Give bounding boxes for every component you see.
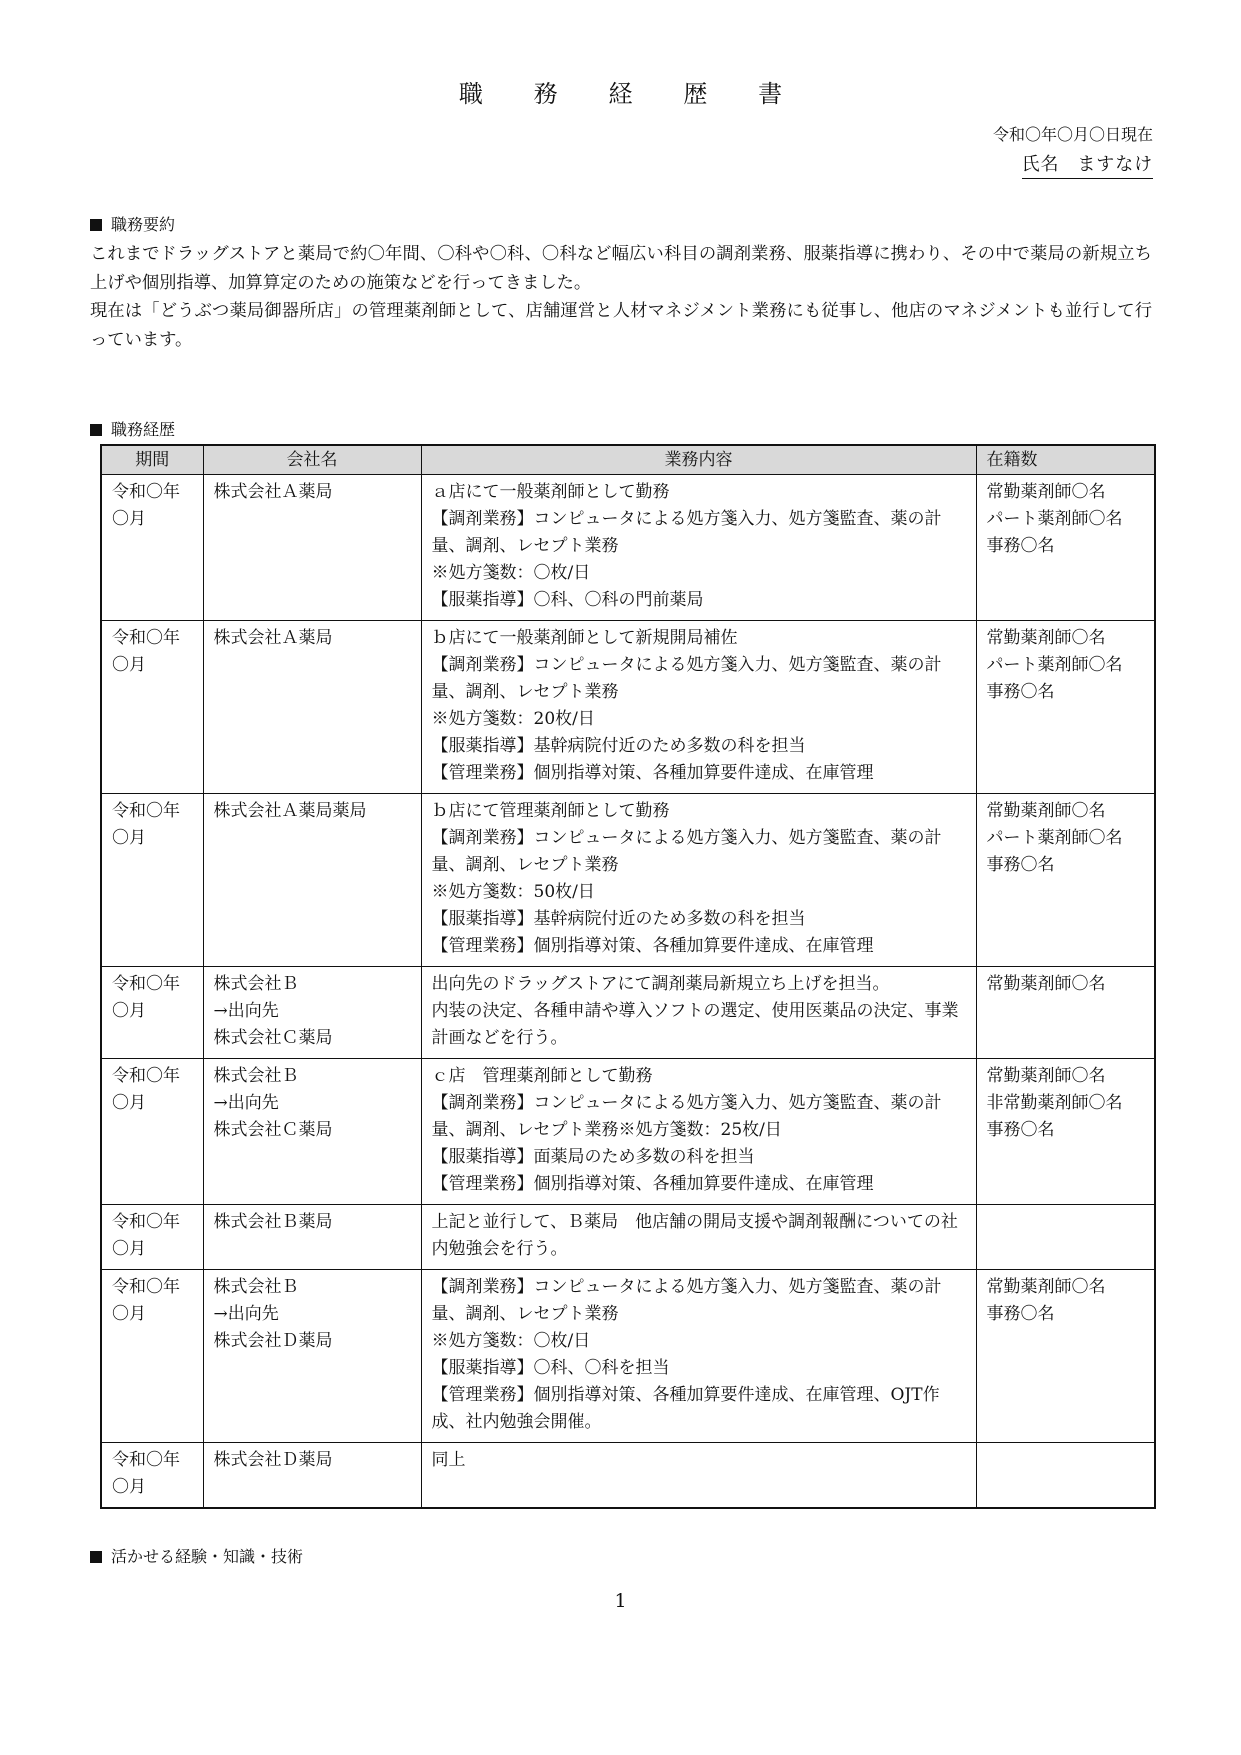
- cell-company-line: 株式会社Ａ薬局薬局: [213, 801, 367, 821]
- cell-duties-line: 【服薬指導】〇科、〇科を担当: [431, 1358, 670, 1378]
- cell-staff: [976, 1270, 1155, 1443]
- cell-duties: [421, 1270, 976, 1443]
- cell-period: [101, 1443, 203, 1509]
- cell-period-line: 〇月: [112, 828, 146, 848]
- career-table: [100, 444, 1156, 1509]
- square-bullet-icon: [90, 1551, 102, 1563]
- cell-company-line: 株式会社Ｃ薬局: [213, 1120, 333, 1140]
- cell-company: [203, 475, 421, 621]
- cell-period-line: 令和〇年: [112, 801, 180, 821]
- cell-staff-line: 事務〇名: [986, 536, 1055, 556]
- cell-staff-line: 非常勤薬剤師〇名: [986, 1093, 1123, 1113]
- cell-staff: [976, 794, 1155, 967]
- cell-period: [101, 1205, 203, 1270]
- cell-period-line: 令和〇年: [112, 628, 180, 648]
- career-heading: [90, 417, 175, 440]
- cell-staff: [976, 621, 1155, 794]
- cell-duties: [421, 1205, 976, 1270]
- cell-staff-line: 事務〇名: [986, 1304, 1055, 1324]
- cell-period-line: 〇月: [112, 1239, 146, 1259]
- cell-company-line: 株式会社Ｄ薬局: [213, 1450, 333, 1470]
- table-row: [101, 1270, 1155, 1443]
- cell-company-line: 株式会社Ｂ: [213, 974, 299, 994]
- square-bullet-icon: [90, 219, 102, 231]
- cell-duties-line: 【管理業務】個別指導対策、各種加算要件達成、在庫管理: [431, 936, 874, 956]
- cell-duties-line: 【管理業務】個別指導対策、各種加算要件達成、在庫管理: [431, 763, 874, 783]
- cell-company-line: 株式会社Ｂ: [213, 1066, 299, 1086]
- name-label: 氏名: [1021, 154, 1060, 175]
- cell-company: [203, 1443, 421, 1509]
- summary-heading-text: 職務要約: [111, 215, 176, 234]
- cell-duties-line: 【服薬指導】〇科、〇科の門前薬局: [431, 590, 704, 610]
- cell-staff: [976, 967, 1155, 1059]
- cell-staff-line: 事務〇名: [986, 1120, 1055, 1140]
- cell-period: [101, 475, 203, 621]
- cell-duties: [421, 1059, 976, 1205]
- cell-period: [101, 967, 203, 1059]
- document-title: 職 務 経 歴 書: [458, 80, 804, 108]
- summary-paragraph: これまでドラッグストアと薬局で約〇年間、〇科や〇科、〇科など幅広い科目の調剤業務、服薬指導に携わり、その中で薬局の新規立ち上げや個別指導、加算算定のための施策などを行ってきました。: [90, 244, 1152, 293]
- cell-period: [101, 621, 203, 794]
- cell-duties-line: ａ店にて一般薬剤師として勤務: [431, 482, 670, 502]
- column-header-duties: 業務内容: [421, 445, 976, 475]
- cell-company: [203, 1059, 421, 1205]
- cell-period: [101, 1059, 203, 1205]
- cell-company-line: →出向先: [213, 1093, 279, 1113]
- cell-duties: [421, 794, 976, 967]
- cell-period-line: 令和〇年: [112, 1277, 180, 1297]
- cell-period-line: 〇月: [112, 1001, 146, 1021]
- summary-body: [90, 240, 1152, 354]
- cell-company: [203, 621, 421, 794]
- cell-period-line: 〇月: [112, 655, 146, 675]
- cell-period-line: 〇月: [112, 509, 146, 529]
- cell-company-line: →出向先: [213, 1001, 279, 1021]
- cell-duties-line: 【調剤業務】コンピュータによる処方箋入力、処方箋監査、薬の計量、調剤、レセプト業務: [431, 1277, 942, 1324]
- name-value: ますなけ: [1077, 154, 1153, 175]
- cell-staff: [976, 1205, 1155, 1270]
- cell-staff-line: 常勤薬剤師〇名: [986, 482, 1106, 502]
- cell-company-line: 株式会社Ｃ薬局: [213, 1028, 333, 1048]
- table-row: [101, 475, 1155, 621]
- skills-heading-text: 活かせる経験・知識・技術: [111, 1547, 304, 1566]
- cell-duties-line: ｂ店にて管理薬剤師として勤務: [431, 801, 670, 821]
- cell-period-line: 〇月: [112, 1304, 146, 1324]
- cell-duties-line: 上記と並行して、Ｂ薬局 他店舗の開局支援や調剤報酬についての社内勉強会を行う。: [431, 1212, 958, 1259]
- cell-staff-line: 常勤薬剤師〇名: [986, 1066, 1106, 1086]
- cell-duties-line: ｃ店 管理薬剤師として勤務: [431, 1066, 653, 1086]
- cell-company: [203, 1205, 421, 1270]
- cell-duties: [421, 475, 976, 621]
- cell-duties-line: 【管理業務】個別指導対策、各種加算要件達成、在庫管理: [431, 1174, 874, 1194]
- column-header-company: 会社名: [203, 445, 421, 475]
- cell-duties: [421, 621, 976, 794]
- cell-duties-line: 同上: [431, 1450, 466, 1470]
- column-header-staff: 在籍数: [976, 445, 1155, 475]
- cell-staff-line: 常勤薬剤師〇名: [986, 801, 1106, 821]
- cell-duties-line: 内装の決定、各種申請や導入ソフトの選定、使用医薬品の決定、事業計画などを行う。: [431, 1001, 959, 1048]
- cell-duties-line: 【服薬指導】面薬局のため多数の科を担当: [431, 1147, 755, 1167]
- cell-staff: [976, 1443, 1155, 1509]
- cell-duties-line: 【調剤業務】コンピュータによる処方箋入力、処方箋監査、薬の計量、調剤、レセプト業務※処方箋数：25枚/日: [431, 1093, 942, 1140]
- cell-staff-line: パート薬剤師〇名: [986, 655, 1123, 675]
- cell-duties-line: 【調剤業務】コンピュータによる処方箋入力、処方箋監査、薬の計量、調剤、レセプト業務: [431, 828, 942, 875]
- cell-duties: [421, 967, 976, 1059]
- cell-staff-line: 常勤薬剤師〇名: [986, 628, 1106, 648]
- cell-duties-line: ※処方箋数：50枚/日: [431, 882, 595, 902]
- cell-period-line: 令和〇年: [112, 1212, 180, 1232]
- table-row: [101, 1205, 1155, 1270]
- cell-period-line: 令和〇年: [112, 1066, 180, 1086]
- cell-staff-line: パート薬剤師〇名: [986, 828, 1123, 848]
- summary-heading: [90, 212, 175, 235]
- cell-duties-line: 【服薬指導】基幹病院付近のため多数の科を担当: [431, 736, 806, 756]
- cell-period-line: 令和〇年: [112, 482, 180, 502]
- table-row: [101, 621, 1155, 794]
- cell-company: [203, 967, 421, 1059]
- cell-company-line: →出向先: [213, 1304, 279, 1324]
- table-row: [101, 1443, 1155, 1509]
- cell-staff-line: 常勤薬剤師〇名: [986, 1277, 1106, 1297]
- cell-company-line: 株式会社Ａ薬局: [213, 482, 333, 502]
- career-table-body: [101, 475, 1155, 1509]
- cell-staff: [976, 1059, 1155, 1205]
- summary-paragraph: 現在は「どうぶつ薬局御器所店」の管理薬剤師として、店舗運営と人材マネジメント業務にも従事し、他店のマネジメントも並行して行っています。: [90, 301, 1152, 350]
- name-line: [1022, 150, 1153, 179]
- skills-heading: [90, 1544, 303, 1567]
- cell-duties-line: 出向先のドラッグストアにて調剤薬局新規立ち上げを担当。: [431, 974, 890, 994]
- table-row: [101, 794, 1155, 967]
- cell-period-line: 令和〇年: [112, 1450, 180, 1470]
- cell-staff-line: パート薬剤師〇名: [986, 509, 1123, 529]
- document-date: 令和〇年〇月〇日現在: [992, 125, 1153, 144]
- cell-period: [101, 1270, 203, 1443]
- cell-period: [101, 794, 203, 967]
- cell-period-line: 〇月: [112, 1093, 146, 1113]
- cell-duties-line: ※処方箋数：〇枚/日: [431, 1331, 591, 1351]
- cell-staff: [976, 475, 1155, 621]
- cell-company-line: 株式会社Ｂ薬局: [213, 1212, 333, 1232]
- career-table-header: [101, 445, 1155, 475]
- square-bullet-icon: [90, 424, 102, 436]
- table-row: [101, 1059, 1155, 1205]
- career-heading-text: 職務経歴: [111, 420, 176, 439]
- cell-company: [203, 1270, 421, 1443]
- cell-staff-line: 事務〇名: [986, 682, 1055, 702]
- cell-company-line: 株式会社Ｄ薬局: [213, 1331, 333, 1351]
- cell-staff-line: 常勤薬剤師〇名: [986, 974, 1106, 994]
- cell-period-line: 令和〇年: [112, 974, 180, 994]
- table-row: [101, 967, 1155, 1059]
- cell-duties-line: ※処方箋数：20枚/日: [431, 709, 595, 729]
- cell-duties: [421, 1443, 976, 1509]
- cell-duties-line: 【服薬指導】基幹病院付近のため多数の科を担当: [431, 909, 806, 929]
- cell-company-line: 株式会社Ｂ: [213, 1277, 299, 1297]
- cell-duties-line: ｂ店にて一般薬剤師として新規開局補佐: [431, 628, 738, 648]
- cell-company: [203, 794, 421, 967]
- cell-duties-line: 【管理業務】個別指導対策、各種加算要件達成、在庫管理、OJT作成、社内勉強会開催。: [431, 1385, 940, 1432]
- cell-duties-line: ※処方箋数：〇枚/日: [431, 563, 591, 583]
- cell-duties-line: 【調剤業務】コンピュータによる処方箋入力、処方箋監査、薬の計量、調剤、レセプト業務: [431, 655, 942, 702]
- cell-staff-line: 事務〇名: [986, 855, 1055, 875]
- page-number: 1: [614, 1590, 627, 1612]
- cell-period-line: 〇月: [112, 1477, 146, 1497]
- column-header-period: 期間: [101, 445, 203, 475]
- cell-duties-line: 【調剤業務】コンピュータによる処方箋入力、処方箋監査、薬の計量、調剤、レセプト業務: [431, 509, 942, 556]
- cell-company-line: 株式会社Ａ薬局: [213, 628, 333, 648]
